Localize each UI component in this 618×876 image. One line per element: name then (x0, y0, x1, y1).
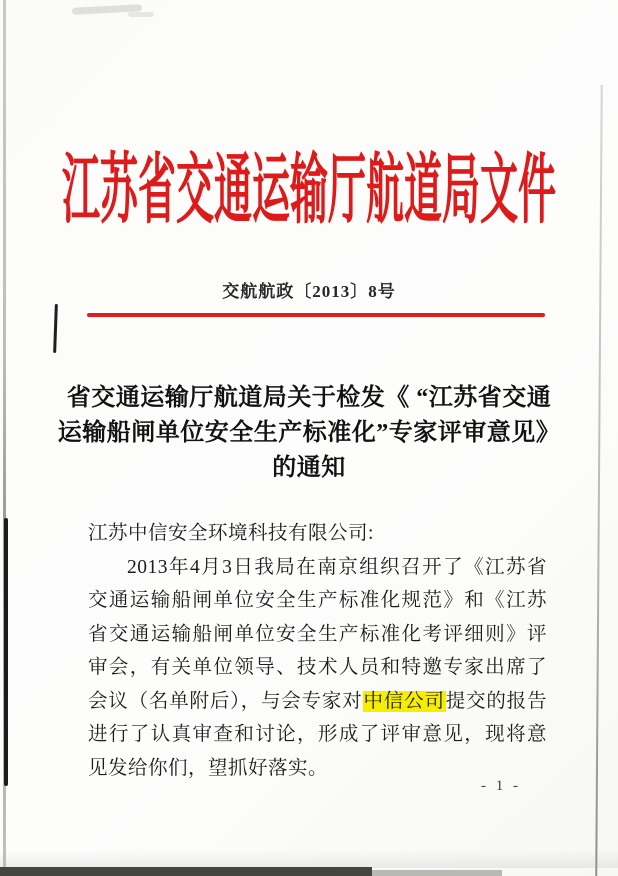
doc-number: 交航航政〔2013〕8号 (222, 282, 396, 301)
paragraph-text-before: 2013年4月3日我局在南京组织召开了《江苏省交通运输船闸单位安全生产标准化规范》和《江苏省交通运输船闸单位安全生产标准化考评细则》评审会，有关单位领导、技术人员和特邀专家出席了会议（名单附后），与会专家对 (88, 556, 547, 712)
scan-bottom-band-light (372, 870, 502, 876)
red-separator-line (87, 313, 545, 317)
paragraph-text-after: 提交的报告进行了认真审查和讨论，形成了评审意见，现将意见发给你们，望抓好落实。 (88, 690, 547, 779)
letterhead-banner (0, 140, 618, 234)
title-line-2: 运输船闸单位安全生产标准化”专家评审意见》 (57, 420, 561, 446)
letterhead-title: 江苏省交通运输厅航道局文件 (61, 148, 556, 234)
document-body (88, 517, 547, 785)
title-line-1: 省交通运输厅航道局关于检发《 “江苏省交通 (66, 385, 552, 411)
pen-mark (53, 304, 58, 353)
document-title (40, 381, 578, 486)
salutation: 江苏中信安全环境科技有限公司: (88, 523, 374, 544)
scan-bottom-band (0, 867, 372, 876)
scan-bottom-shadow (0, 850, 618, 868)
page-number: - 1 - (481, 778, 521, 794)
highlighted-text: 中信公司 (363, 690, 445, 712)
paragraph (88, 551, 547, 786)
scan-smudge (128, 12, 154, 17)
scan-binding-shadow (4, 518, 8, 786)
title-line-3: 的通知 (272, 455, 346, 481)
